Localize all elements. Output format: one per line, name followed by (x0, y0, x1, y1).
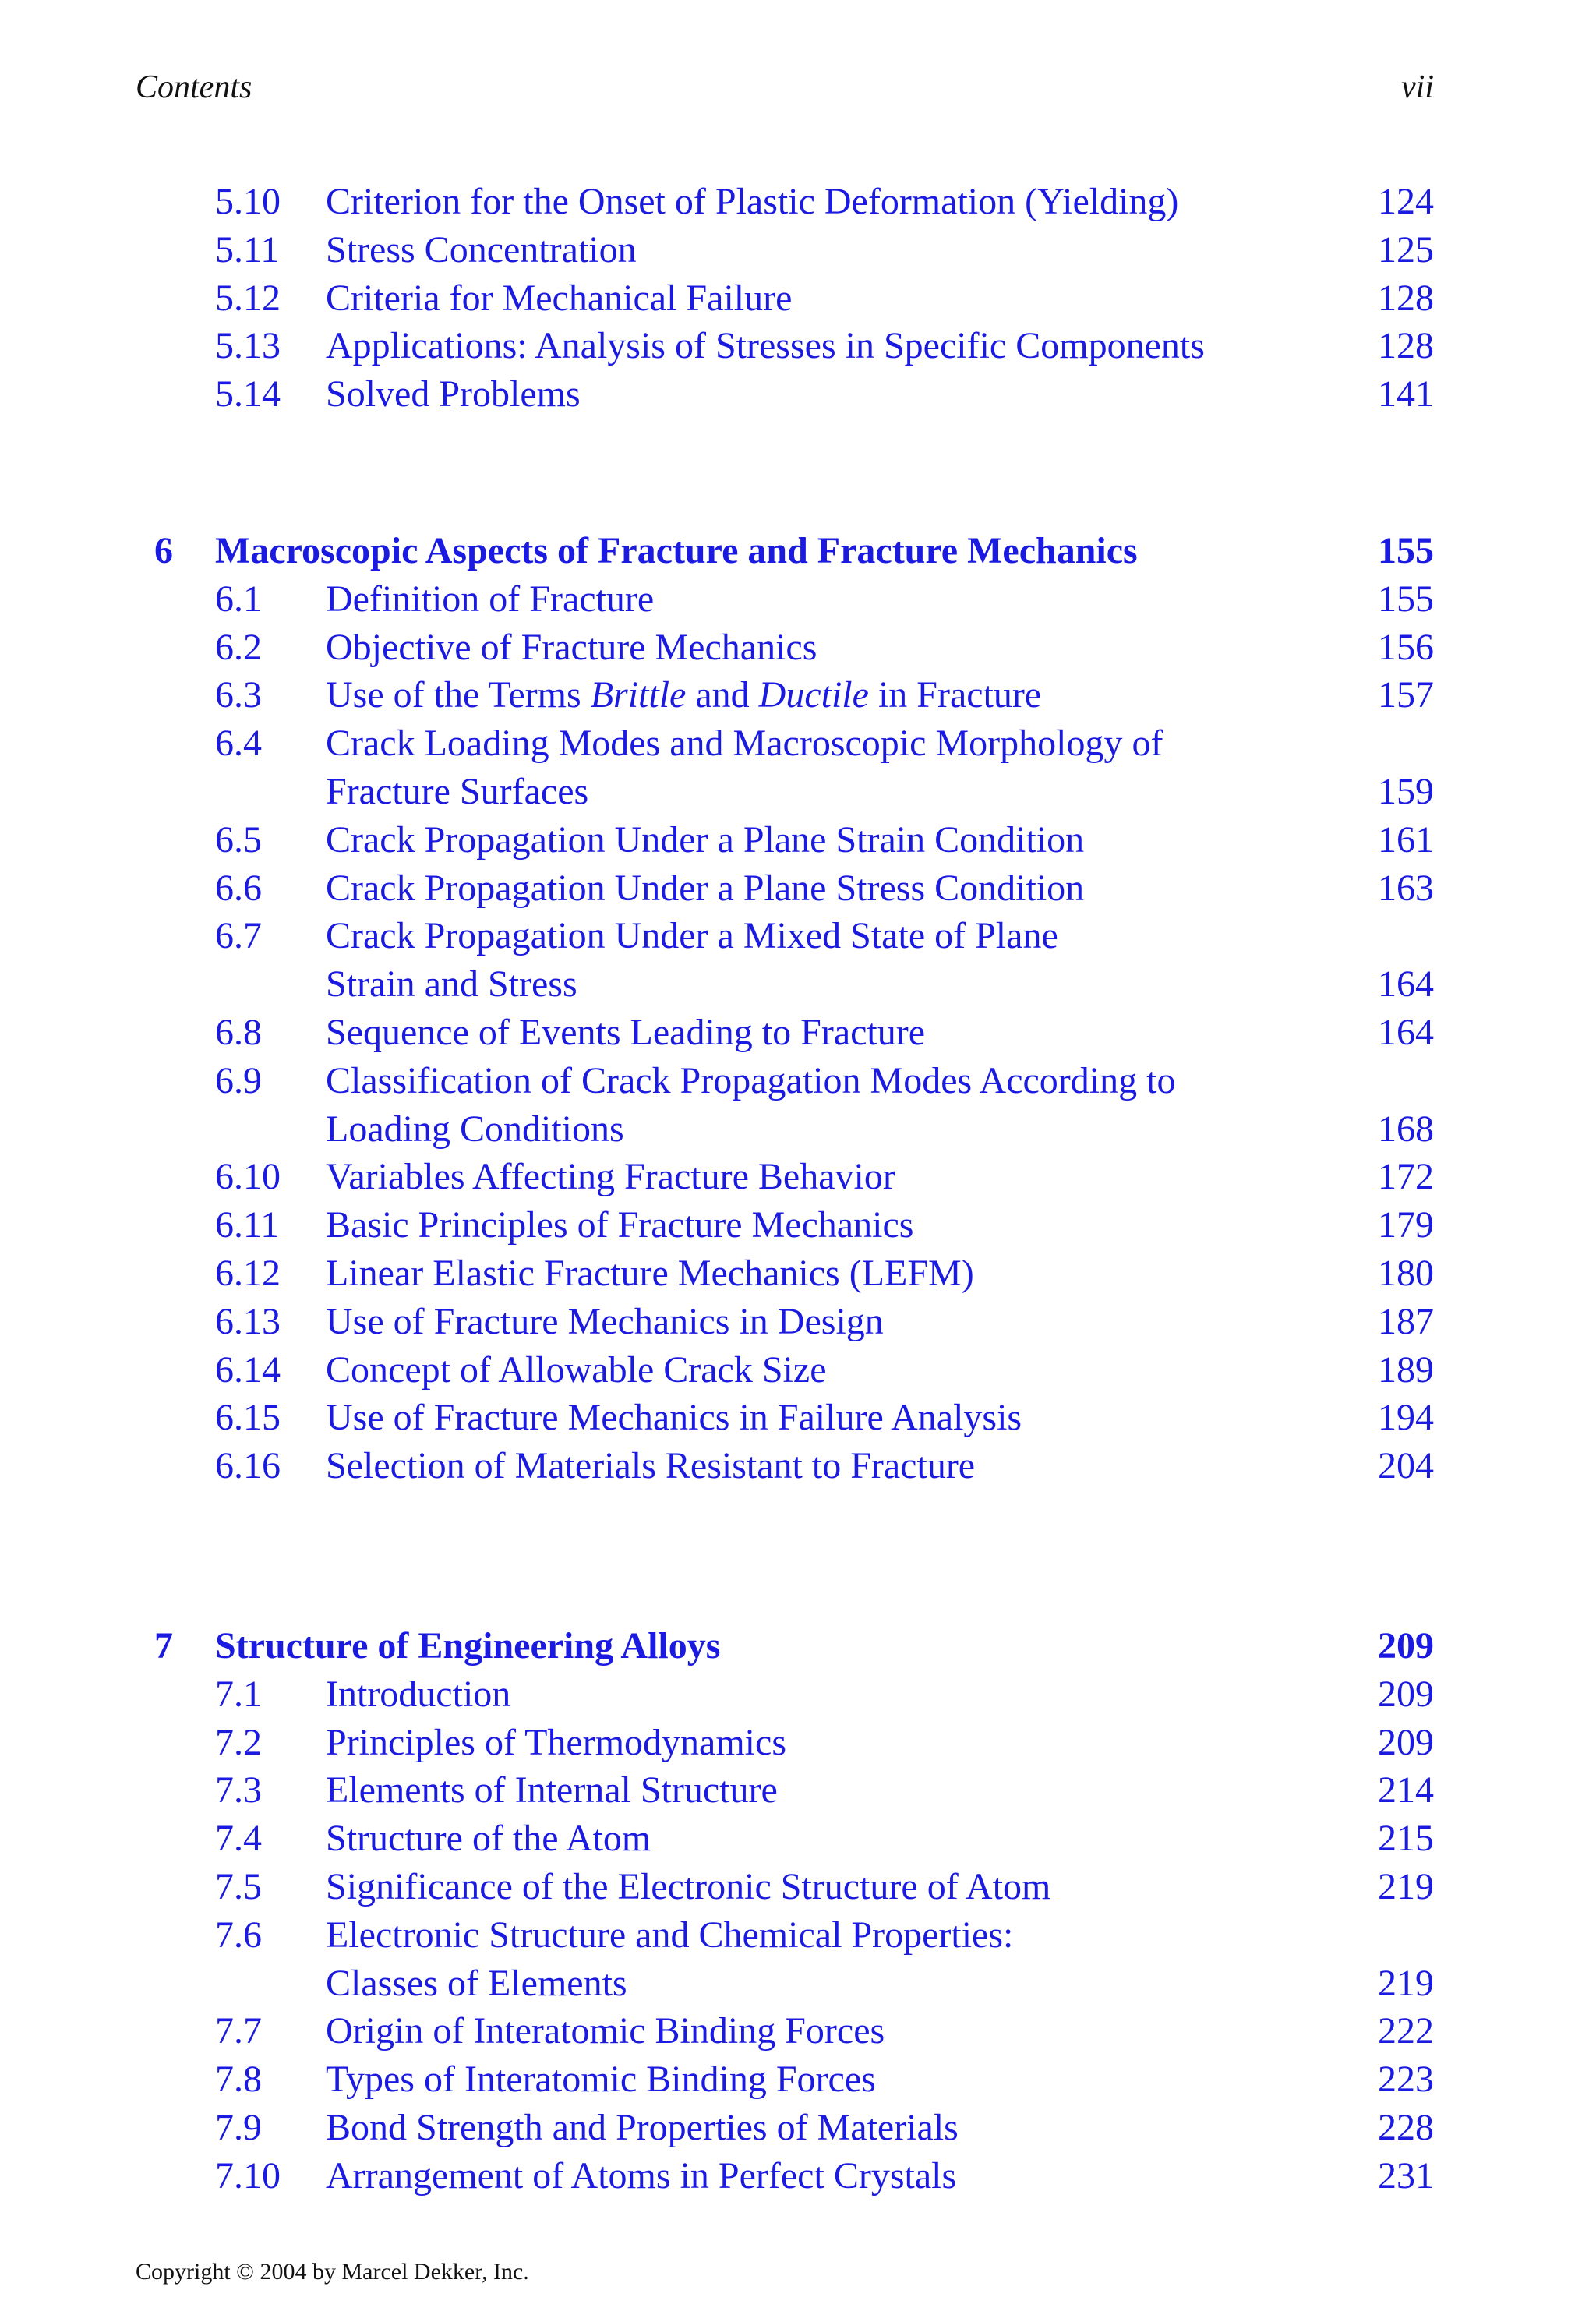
page-reference: 228 (1378, 2107, 1434, 2148)
section-title: Crack Propagation Under a Plane Stress Condition (326, 867, 1085, 909)
section-number: 7.1 (215, 1673, 262, 1715)
section-title: Strain and Stress (326, 963, 577, 1005)
page-reference: 164 (1378, 1012, 1434, 1053)
section-number: 6.1 (215, 578, 262, 620)
running-head (136, 69, 1434, 106)
toc-entry-row (0, 2055, 1596, 2104)
page-reference: 159 (1378, 771, 1434, 812)
page-reference: 189 (1378, 1348, 1434, 1391)
toc-entry-row (0, 1201, 1596, 1249)
toc-entry-row (0, 1394, 1596, 1442)
toc-entry-row (0, 2152, 1596, 2200)
chapter-number: 7 (154, 1625, 173, 1666)
page-reference: 215 (1378, 1818, 1434, 1860)
page-reference: 164 (1378, 963, 1434, 1005)
section-title: Classes of Elements (326, 1962, 627, 2004)
page-reference: 156 (1378, 626, 1434, 668)
toc-entry-row (0, 624, 1596, 672)
toc-entry-row (0, 864, 1596, 913)
toc-entry-row (0, 1863, 1596, 1911)
chapter-title: Macroscopic Aspects of Fracture and Fracture Mechanics (215, 530, 1138, 571)
section-title: Variables Affecting Fracture Behavior (326, 1156, 895, 1198)
section-title: Significance of the Electronic Structure of Atom (326, 1866, 1051, 1907)
toc-entry-row (0, 1911, 1596, 1960)
section-number: 6.8 (215, 1012, 262, 1053)
page-reference: 161 (1378, 818, 1434, 861)
section-title: Elements of Internal Structure (326, 1769, 778, 1811)
section-number: 6.9 (215, 1059, 262, 1101)
toc-chapter-row (0, 1622, 1596, 1670)
section-number: 6.4 (215, 723, 262, 765)
page-reference: 141 (1378, 373, 1434, 415)
page-reference: 223 (1378, 2059, 1434, 2101)
section-number: 5.10 (215, 181, 281, 222)
section-number: 6.14 (215, 1348, 281, 1391)
toc-entry-row (0, 575, 1596, 624)
toc-entry-row (0, 1815, 1596, 1863)
section-title: Principles of Thermodynamics (326, 1721, 786, 1763)
section-number: 7.8 (215, 2059, 262, 2101)
page-reference: 179 (1378, 1204, 1434, 1246)
page-reference: 180 (1378, 1253, 1434, 1294)
section-number: 6.12 (215, 1253, 281, 1294)
toc-entry-row (0, 322, 1596, 370)
page-reference: 222 (1378, 2010, 1434, 2052)
section-title: Criterion for the Onset of Plastic Deformation (Yielding) (326, 181, 1179, 222)
section-title: Classification of Crack Propagation Modes According to (326, 1059, 1176, 1101)
section-title: Linear Elastic Fracture Mechanics (LEFM) (326, 1253, 974, 1294)
section-number: 7.2 (215, 1721, 262, 1763)
page-reference: 204 (1378, 1445, 1434, 1487)
section-title: Basic Principles of Fracture Mechanics (326, 1204, 914, 1246)
toc-entry-row (0, 2007, 1596, 2055)
section-number: 6.2 (215, 626, 262, 668)
page-reference: 219 (1378, 1866, 1434, 1907)
section-title: Electronic Structure and Chemical Properties: (326, 1914, 1014, 1956)
section-number: 6.16 (215, 1445, 281, 1487)
running-head-title: Contents (136, 69, 252, 105)
section-number: 6.10 (215, 1156, 281, 1198)
toc-entry-row (0, 1442, 1596, 1490)
section-title: Objective of Fracture Mechanics (326, 626, 817, 668)
chapter-number: 6 (154, 530, 173, 571)
copyright-footer: Copyright © 2004 by Marcel Dekker, Inc. (136, 2259, 529, 2285)
section-number: 5.13 (215, 325, 281, 367)
toc-entry-row (0, 1346, 1596, 1394)
toc-entry-row (0, 1105, 1596, 1154)
section-title: Use of Fracture Mechanics in Failure Analysis (326, 1397, 1022, 1439)
page-number-roman: vii (1401, 69, 1434, 105)
toc-entry-row (0, 1249, 1596, 1298)
section-title: Concept of Allowable Crack Size (326, 1348, 827, 1391)
page-reference: 155 (1378, 530, 1434, 571)
page-reference: 157 (1378, 674, 1434, 716)
toc-entry-row (0, 1960, 1596, 2008)
toc-entry-row (0, 2104, 1596, 2152)
section-number: 7.3 (215, 1769, 262, 1811)
toc-entry-row (0, 226, 1596, 274)
section-title: Introduction (326, 1673, 511, 1715)
section-title: Definition of Fracture (326, 578, 655, 620)
section-number: 7.7 (215, 2010, 262, 2052)
section-title: Use of the Terms Brittle and Ductile in Fracture (326, 674, 1042, 716)
section-title: Fracture Surfaces (326, 771, 589, 812)
section-title: Crack Propagation Under a Plane Strain Condition (326, 818, 1085, 861)
section-title: Selection of Materials Resistant to Fracture (326, 1445, 976, 1487)
page-reference: 125 (1378, 228, 1434, 270)
section-number: 6.13 (215, 1300, 281, 1342)
toc-entry-row (0, 671, 1596, 719)
toc-entry-row (0, 1670, 1596, 1719)
toc-entry-row (0, 178, 1596, 226)
section-title: Crack Loading Modes and Macroscopic Morphology of (326, 723, 1163, 765)
section-number: 7.10 (215, 2154, 281, 2197)
toc-entry-row (0, 719, 1596, 768)
toc-entry-row (0, 1298, 1596, 1346)
toc-entry-row (0, 274, 1596, 323)
section-number: 5.14 (215, 373, 281, 415)
page-reference: 219 (1378, 1962, 1434, 2004)
page-reference: 172 (1378, 1156, 1434, 1198)
section-number: 5.11 (215, 228, 280, 270)
toc-chapter-row (0, 527, 1596, 575)
toc-entry-row (0, 816, 1596, 864)
toc-entry-row (0, 960, 1596, 1009)
page-reference: 168 (1378, 1108, 1434, 1150)
section-number: 7.5 (215, 1866, 262, 1907)
section-number: 5.12 (215, 277, 281, 319)
page-reference: 124 (1378, 181, 1434, 222)
section-number: 6.11 (215, 1204, 280, 1246)
section-number: 7.9 (215, 2107, 262, 2148)
section-title: Criteria for Mechanical Failure (326, 277, 793, 319)
section-title: Solved Problems (326, 373, 581, 415)
section-number: 6.3 (215, 674, 262, 716)
toc-entry-row (0, 1009, 1596, 1057)
page-reference: 194 (1378, 1397, 1434, 1439)
section-title: Sequence of Events Leading to Fracture (326, 1012, 926, 1053)
section-title: Structure of the Atom (326, 1818, 651, 1860)
toc-entry-row (0, 1766, 1596, 1815)
toc-entry-row (0, 912, 1596, 960)
page-reference: 209 (1378, 1673, 1434, 1715)
page-reference: 187 (1378, 1300, 1434, 1342)
page-reference: 209 (1378, 1625, 1434, 1666)
toc-entry-row (0, 370, 1596, 419)
section-number: 6.6 (215, 867, 262, 909)
page-reference: 163 (1378, 867, 1434, 909)
section-title: Stress Concentration (326, 228, 637, 270)
toc-entry-row (0, 1153, 1596, 1201)
section-title: Use of Fracture Mechanics in Design (326, 1300, 884, 1342)
section-title: Bond Strength and Properties of Materials (326, 2107, 959, 2148)
page-reference: 155 (1378, 578, 1434, 620)
section-title: Applications: Analysis of Stresses in Specific Components (326, 325, 1205, 367)
chapter-title: Structure of Engineering Alloys (215, 1625, 721, 1666)
section-title: Crack Propagation Under a Mixed State of Plane (326, 915, 1058, 957)
toc-entry-row (0, 1719, 1596, 1767)
page-reference: 128 (1378, 277, 1434, 319)
section-title: Arrangement of Atoms in Perfect Crystals (326, 2154, 957, 2197)
section-number: 7.4 (215, 1818, 262, 1860)
page-reference: 128 (1378, 325, 1434, 367)
section-number: 7.6 (215, 1914, 262, 1956)
page-reference: 209 (1378, 1721, 1434, 1763)
section-title: Types of Interatomic Binding Forces (326, 2059, 876, 2101)
page-reference: 231 (1378, 2154, 1434, 2197)
section-number: 6.5 (215, 818, 262, 861)
page-reference: 214 (1378, 1769, 1434, 1811)
section-number: 6.7 (215, 915, 262, 957)
section-title: Loading Conditions (326, 1108, 624, 1150)
toc-entry-row (0, 1057, 1596, 1105)
section-title: Origin of Interatomic Binding Forces (326, 2010, 885, 2052)
section-number: 6.15 (215, 1397, 281, 1439)
toc-entry-row (0, 768, 1596, 816)
